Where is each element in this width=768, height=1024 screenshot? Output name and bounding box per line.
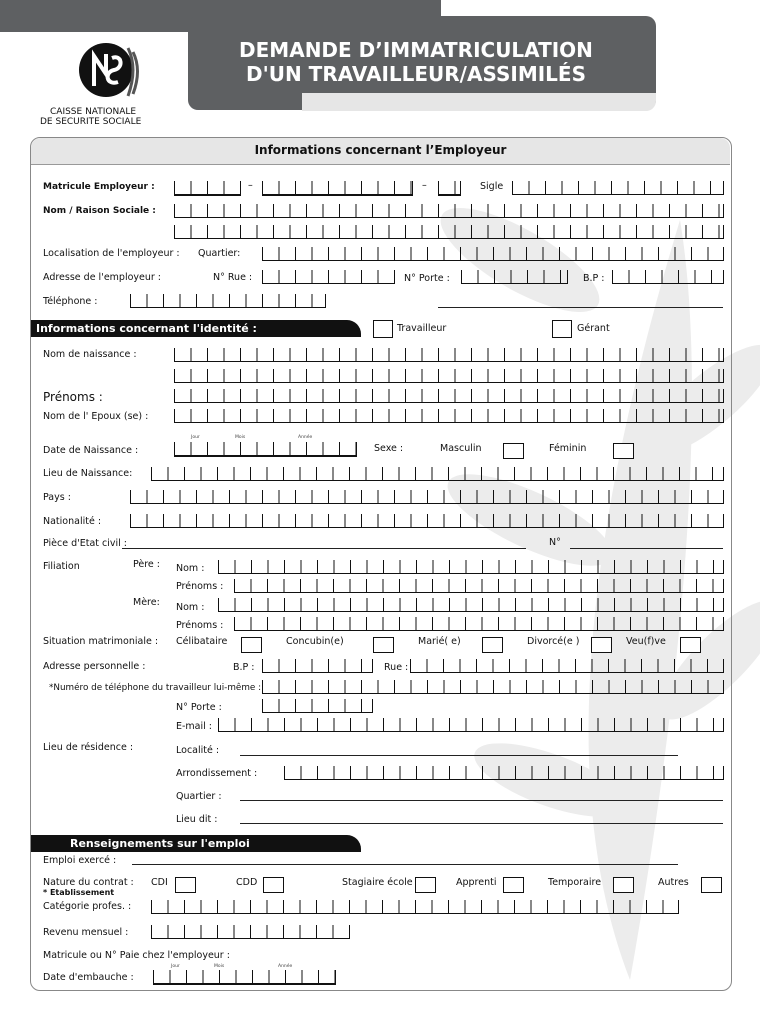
telephone-input[interactable] [130, 294, 326, 308]
mois-hint: Mois [235, 435, 246, 440]
matricule-part3-input[interactable] [438, 181, 461, 196]
marie-label: Marié( e) [418, 636, 461, 647]
nom-epoux-label: Nom de l' Epoux (se) : [43, 411, 149, 422]
pere-nom-input[interactable] [218, 560, 724, 574]
no-porte-label: N° Porte : [404, 273, 450, 284]
no-piece-line [570, 548, 723, 549]
cdi-checkbox[interactable] [175, 877, 196, 893]
pere-label: Père : [133, 559, 160, 570]
stagiaire-checkbox[interactable] [415, 877, 436, 893]
no-porte-perso-label: N° Porte : [176, 702, 222, 713]
page-title-line1: DEMANDE D’IMMATRICULATION [239, 38, 593, 62]
prenoms-input[interactable] [174, 389, 724, 403]
jour-hint: Jour [191, 435, 200, 440]
no-rue-input[interactable] [262, 270, 395, 284]
mere-prenoms-label: Prénoms : [176, 620, 224, 631]
no-porte-perso-input[interactable] [262, 699, 373, 713]
etablissement-label: * Etablissement [43, 888, 115, 897]
page-title-line2: D'UN TRAVAILLEUR/ASSIMILÉS [246, 62, 586, 86]
bp-perso-input[interactable] [262, 659, 373, 673]
piece-line [122, 548, 526, 549]
nom-naissance-label: Nom de naissance : [43, 349, 137, 360]
quartier-perso-label: Quartier : [176, 791, 222, 802]
tel-travailleur-input[interactable] [262, 680, 724, 694]
no-rue-label: N° Rue : [213, 272, 253, 283]
categorie-input[interactable] [151, 900, 679, 914]
gerant-label: Gérant [577, 323, 610, 334]
raison-sociale-input-1[interactable] [174, 204, 724, 218]
cnss-logo-icon [76, 38, 146, 106]
emploi-exerce-label: Emploi exercé : [43, 855, 117, 866]
bp-input[interactable] [612, 270, 724, 284]
cdd-checkbox[interactable] [263, 877, 284, 893]
categorie-label: Catégorie profes. : [43, 901, 132, 912]
veuf-checkbox[interactable] [680, 637, 701, 653]
rue-perso-label: Rue : [384, 662, 409, 673]
apprenti-checkbox[interactable] [503, 877, 524, 893]
quartier-employeur-input[interactable] [262, 247, 724, 261]
divorce-label: Divorcé(e ) [527, 636, 580, 647]
marie-checkbox[interactable] [482, 637, 503, 653]
lieu-dit-label: Lieu dit : [176, 814, 218, 825]
tel-travailleur-label: *Numéro de téléphone du travailleur lui-même : [49, 683, 262, 693]
concubin-checkbox[interactable] [373, 637, 394, 653]
bp-perso-label: B.P : [233, 662, 255, 673]
temporaire-checkbox[interactable] [613, 877, 634, 893]
bp-label: B.P : [583, 273, 605, 284]
dash-1: – [248, 180, 253, 191]
mere-label: Mère: [133, 597, 160, 608]
pays-input[interactable] [130, 490, 724, 504]
rue-perso-input[interactable] [410, 659, 724, 673]
cdi-label: CDI [151, 877, 168, 888]
filiation-label: Filiation [43, 561, 80, 572]
localite-line [240, 755, 678, 756]
date-naissance-input[interactable] [174, 442, 357, 457]
pere-prenoms-input[interactable] [234, 579, 724, 593]
nom-naissance-input-1[interactable] [174, 348, 724, 362]
feminin-label: Féminin [549, 443, 587, 454]
identity-section-title: Informations concernant l'identité : [36, 322, 257, 335]
sigle-input[interactable] [512, 181, 724, 195]
email-label: E-mail : [176, 721, 213, 732]
sigle-label: Sigle [480, 181, 504, 192]
adresse-employeur-label: Adresse de l'employeur : [43, 272, 162, 283]
mere-prenoms-input[interactable] [234, 617, 724, 631]
annee-embauche-hint: Année [278, 964, 293, 969]
adresse-personnelle-label: Adresse personnelle : [43, 661, 146, 672]
veuf-label: Veu(f)ve [626, 636, 666, 647]
piece-etat-civil-label: Pièce d'Etat civil : [43, 538, 128, 549]
pere-nom-label: Nom : [176, 563, 205, 574]
telephone-label: Téléphone : [43, 296, 98, 307]
travailleur-checkbox[interactable] [373, 320, 393, 338]
matricule-paie-label: Matricule ou N° Paie chez l'employeur : [43, 950, 230, 961]
nationalite-label: Nationalité : [43, 516, 102, 527]
lieu-naissance-label: Lieu de Naissance: [43, 468, 133, 479]
nationalite-input[interactable] [130, 514, 724, 528]
feminin-checkbox[interactable] [613, 443, 634, 459]
matricule-part2-input[interactable] [262, 181, 413, 196]
matricule-employeur-label: Matricule Employeur : [43, 182, 155, 192]
masculin-checkbox[interactable] [503, 443, 524, 459]
employer-section-title: Informations concernant l’Employeur [254, 143, 507, 157]
pere-prenoms-label: Prénoms : [176, 581, 224, 592]
revenu-label: Revenu mensuel : [43, 927, 129, 938]
raison-sociale-input-2[interactable] [174, 225, 724, 239]
mere-nom-label: Nom : [176, 602, 205, 613]
nom-raison-label: Nom / Raison Sociale : [43, 206, 156, 216]
org-name-line2: DE SECURITE SOCIALE [40, 117, 142, 127]
jour-embauche-hint: Jour [171, 964, 180, 969]
pays-label: Pays : [43, 492, 71, 503]
prenoms-label: Prénoms : [43, 390, 103, 404]
emploi-exerce-line [132, 864, 678, 865]
date-embauche-input[interactable] [153, 970, 336, 985]
gerant-checkbox[interactable] [552, 320, 572, 338]
celibataire-label: Célibataire [176, 636, 228, 647]
quartier-line [240, 800, 723, 801]
arrondissement-input[interactable] [284, 766, 724, 780]
masculin-label: Masculin [440, 443, 482, 454]
lieu-residence-label: Lieu de résidence : [43, 742, 134, 753]
concubin-label: Concubin(e) [286, 636, 344, 647]
arrondissement-label: Arrondissement : [176, 768, 258, 779]
travailleur-label: Travailleur [397, 323, 447, 334]
revenu-input[interactable] [151, 925, 350, 939]
nature-contrat-label: Nature du contrat : [43, 877, 134, 888]
mois-embauche-hint: Mois [214, 964, 225, 969]
date-embauche-label: Date d'embauche : [43, 972, 134, 983]
lieu-dit-line [240, 823, 723, 824]
dash-2: – [422, 180, 427, 191]
org-name-line1: CAISSE NATIONALE [50, 107, 137, 117]
autres-checkbox[interactable] [701, 877, 722, 893]
temporaire-label: Temporaire [548, 877, 602, 888]
emploi-section-title: Renseignements sur l'emploi [70, 837, 250, 850]
localite-label: Localité : [176, 745, 220, 756]
email-input[interactable] [218, 718, 724, 732]
celibataire-checkbox[interactable] [241, 637, 262, 653]
matricule-part1-input[interactable] [174, 181, 241, 196]
annee-hint: Année [298, 435, 313, 440]
apprenti-label: Apprenti [456, 877, 497, 888]
stagiaire-label: Stagiaire école [342, 877, 413, 888]
cdd-label: CDD [236, 877, 258, 888]
mere-nom-input[interactable] [218, 598, 724, 612]
autres-label: Autres [658, 877, 689, 888]
date-naissance-label: Date de Naissance : [43, 445, 139, 456]
quartier-label: Quartier: [198, 248, 241, 259]
nom-naissance-input-2[interactable] [174, 369, 724, 383]
no-piece-label: N° [549, 537, 561, 548]
no-porte-input[interactable] [461, 270, 568, 284]
situation-matrimoniale-label: Situation matrimoniale : [43, 636, 159, 647]
localisation-label: Localisation de l'employeur : [43, 248, 180, 259]
telephone-line [438, 307, 723, 308]
lieu-naissance-input[interactable] [151, 467, 724, 481]
sexe-label: Sexe : [374, 443, 404, 454]
divorce-checkbox[interactable] [591, 637, 612, 653]
nom-epoux-input[interactable] [174, 409, 724, 423]
